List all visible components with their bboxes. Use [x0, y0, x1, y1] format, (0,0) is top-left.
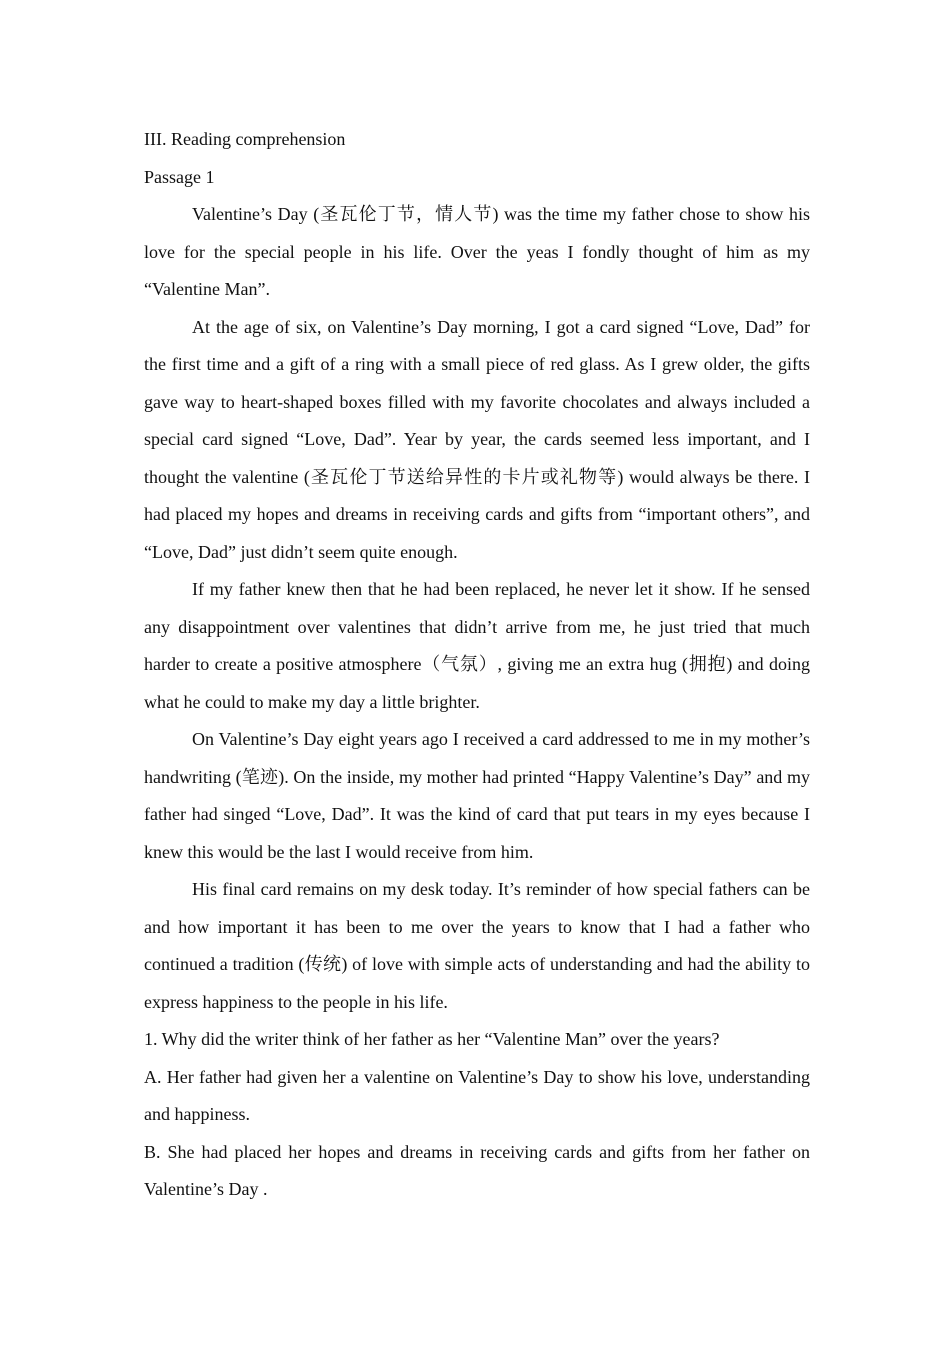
paragraph-2: At the age of six, on Valentine’s Day morning, I got a card signed “Love, Dad” for the first time and a gift of a ring with a small piece of red glass. As I grew older, the gifts gave way to heart-shaped boxes filled with my favorite chocolates and always included a special card signed “Love, Dad”. Year by year, the cards seemed less important, and I thought the valentine (圣瓦伦丁节送给异性的卡片或礼物等) would always be there. I had placed my hopes and dreams in receiving cards and gifts from “important others”, and “Love, Dad” just didn’t seem quite enough.	[144, 316, 810, 562]
question-1-stem: 1. Why did the writer think of her father as her “Valentine Man” over the years?	[144, 1029, 720, 1049]
passage-title: Passage 1	[144, 166, 215, 187]
question-1-option-a: A. Her father had given her a valentine on Valentine’s Day to show his love, understanding and happiness.	[144, 1066, 810, 1124]
paragraph-4: On Valentine’s Day eight years ago I received a card addressed to me in my mother’s handwriting (笔迹). On the inside, my mother had printed “Happy Valentine’s Day” and my father had singed “Love, Dad”. It was the kind of card that put tears in my eyes because I knew this would be the last I would receive from him.	[144, 729, 810, 862]
paragraph-3: If my father knew then that he had been replaced, he never let it show. If he sensed any disappointment over valentines that didn’t arrive from me, he just tried that much harder to create a positive atmosphere（气氛）, giving me an extra hug (拥抱) and doing what he could to make my day a little brighter.	[144, 579, 810, 712]
paragraph-1: Valentine’s Day (圣瓦伦丁节，情人节) was the time my father chose to show his love for the special people in his life. Over the yeas I fondly thought of him as my “Valentine Man”.	[144, 204, 810, 299]
paragraph-5: His final card remains on my desk today. It’s reminder of how special fathers can be and how important it has been to me over the years to know that I had a father who continued a tradition (传统) of love with simple acts of understanding and had the ability to express happiness to the people in his life.	[144, 879, 810, 1012]
question-1-option-b: B. She had placed her hopes and dreams in receiving cards and gifts from her father on Valentine’s Day .	[144, 1141, 810, 1199]
section-heading: III. Reading comprehension	[144, 129, 346, 149]
document-page	[144, 121, 810, 1209]
